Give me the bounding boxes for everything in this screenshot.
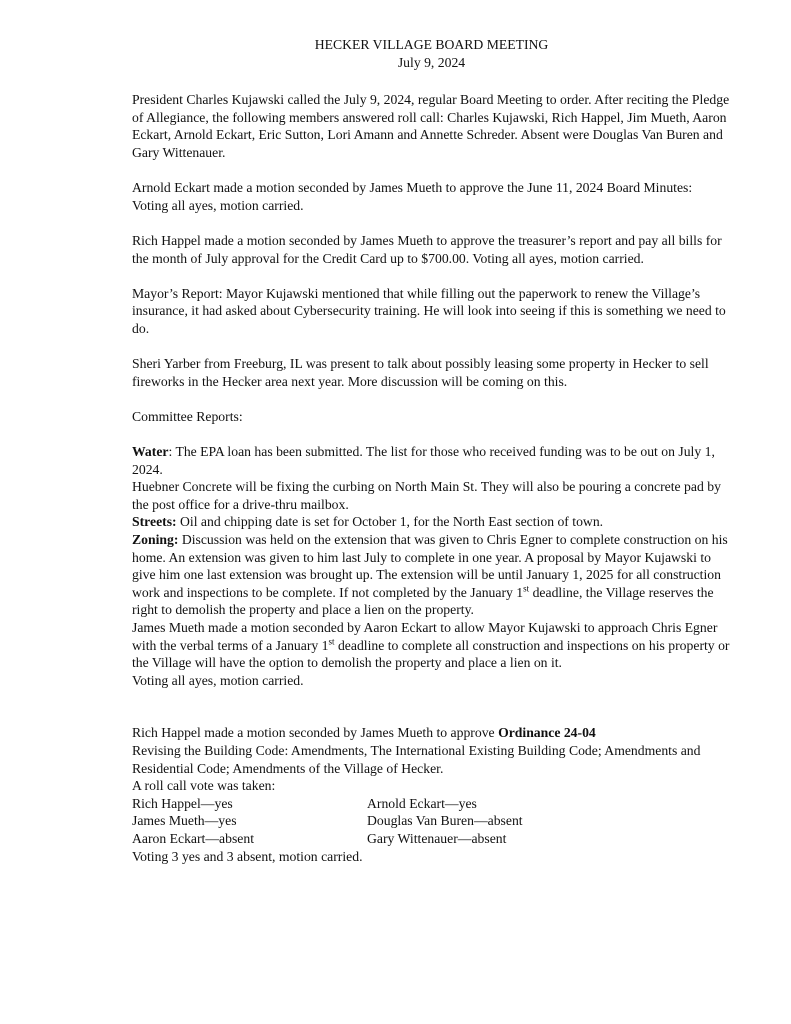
zoning-motion-superscript: st [328, 636, 335, 647]
zoning-text-b: deadline, the Village reserves the right to demolish the property and place a lien on the property. [132, 584, 714, 618]
document-title: HECKER VILLAGE BOARD MEETING [314, 37, 549, 52]
committee-heading: Committee Reports: [132, 408, 243, 424]
streets-text: Oil and chipping date is set for October 1, for the North East section of town. [176, 514, 604, 530]
zoning-text-a: Discussion was held on the extension that was given to Chris Egner to complete construction on his home. An extension was given to him last July to complete in one year. A proposal by Mayor Kujawski to give him one last extension was brought up. The extension will be until January 1, 2025 for all construction work and inspections to be complete. If not completed by the January 1 [132, 532, 728, 600]
streets-label: Streets: [132, 514, 177, 530]
zoning-vote: Voting all ayes, motion carried. [132, 672, 304, 688]
roll-call-entry: Rich Happel—yes [132, 795, 233, 811]
water-report-concrete: Huebner Concrete will be fixing the curbing on North Main St. They will also be pouring a concrete pad by the post office for a drive-thru mailbox. [132, 479, 721, 512]
roll-call-entry: James Mueth—yes [132, 813, 237, 829]
intro-paragraph: President Charles Kujawski called the July 9, 2024, regular Board Meeting to order. After reciting the Pledge of Allegiance, the following members answered roll call: Charles Kujawski, Rich Happel, Jim Mueth, Aaron Eckart, Arnold Eckart, Eric Sutton, Lori Amann and Annette Schreder. Absent were Douglas Van Buren and Gary Wittenauer. [132, 92, 730, 160]
zoning-report [132, 531, 731, 619]
zoning-superscript: st [523, 583, 530, 594]
zoning-motion-b: deadline to complete all construction and inspections on his property or the Village will have the option to demolish the property and place a lien on it. [132, 637, 730, 671]
fireworks-paragraph: Sheri Yarber from Freeburg, IL was present to talk about possibly leasing some property in Hecker to sell fireworks in the Hecker area next year. More discussion will be coming on this. [132, 356, 709, 389]
treasurer-paragraph: Rich Happel made a motion seconded by James Mueth to approve the treasurer’s report and pay all bills for the month of July approval for the Credit Card up to $700.00. Voting all ayes, motion carried. [132, 232, 722, 266]
meeting-date: July 9, 2024 [397, 54, 466, 70]
ordinance-text-a: Rich Happel made a motion seconded by James Mueth to approve [132, 725, 499, 741]
streets-report [132, 513, 731, 531]
roll-call-table [132, 795, 731, 848]
header [132, 36, 731, 71]
mayor-report-paragraph: Mayor’s Report: Mayor Kujawski mentioned that while filling out the paperwork to renew the Village’s insurance, it had asked about Cybersecurity training. He will look into seeing if this is something we need to do. [132, 285, 726, 336]
ordinance-description: Revising the Building Code: Amendments, The International Existing Building Code; Amendments and Residential Code; Amendments of the Village of Hecker. [132, 742, 701, 776]
minutes-paragraph: Arnold Eckart made a motion seconded by James Mueth to approve the June 11, 2024 Board Minutes: Voting all ayes, motion carried. [132, 180, 693, 213]
ordinance-number: Ordinance 24-04 [498, 725, 596, 741]
water-label: Water [132, 444, 169, 460]
water-text: : The EPA loan has been submitted. The list for those who received funding was to be out on July 1, 2024. [132, 444, 715, 477]
ordinance-motion [132, 724, 731, 742]
zoning-motion [132, 619, 731, 672]
roll-call-entry: Gary Wittenauer—absent [367, 830, 507, 846]
roll-call-entry: Arnold Eckart—yes [367, 795, 477, 811]
zoning-label: Zoning: [132, 532, 179, 548]
roll-call-entry: Douglas Van Buren—absent [367, 813, 523, 829]
ordinance-result: Voting 3 yes and 3 absent, motion carried. [132, 848, 363, 864]
roll-call-intro: A roll call vote was taken: [132, 778, 276, 794]
roll-call-entry: Aaron Eckart—absent [132, 830, 254, 846]
water-report [132, 443, 731, 478]
zoning-motion-a: James Mueth made a motion seconded by Aaron Eckart to allow Mayor Kujawski to approach Chris Egner with the verbal terms of a January 1 [132, 620, 718, 653]
